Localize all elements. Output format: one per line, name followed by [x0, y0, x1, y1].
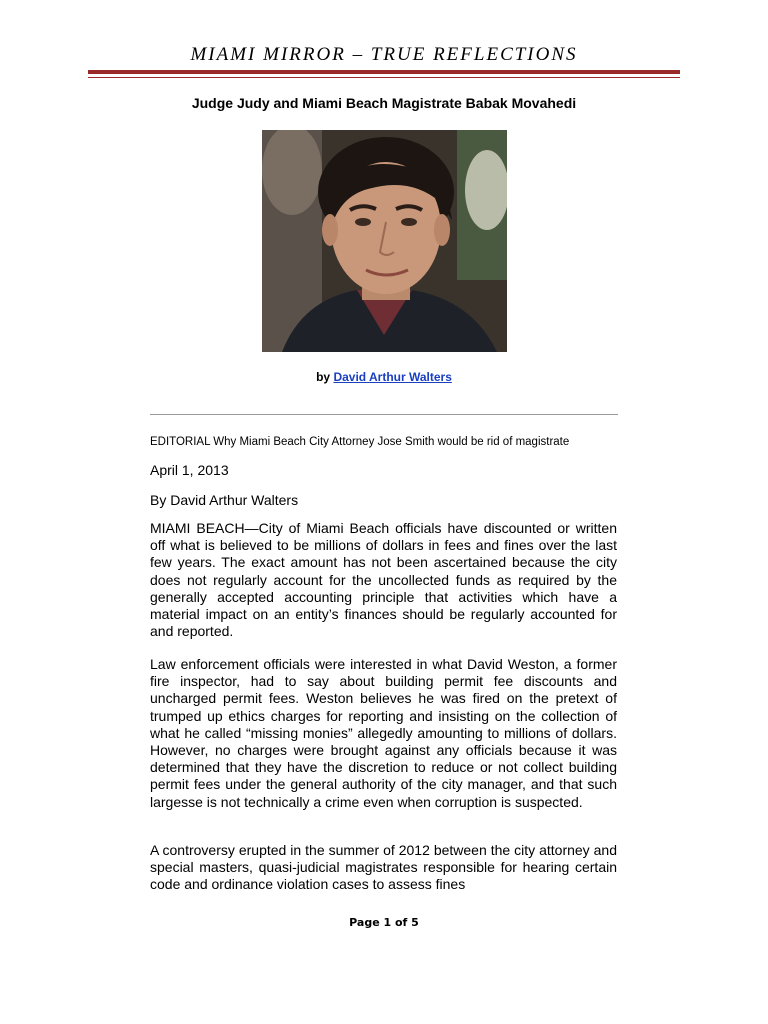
article-date: April 1, 2013: [150, 462, 229, 478]
author-link[interactable]: David Arthur Walters: [333, 370, 452, 384]
header-rule-thin: [88, 77, 680, 78]
paragraph-2: Law enforcement officials were interested in what David Weston, a former fire inspector, had to say about building permit fee discounts and uncharged permit fees. Weston believes he was fired on the pretext of trumped up ethics charges for reporting and insisting on the collection of what he called “missing monies” allegedly amounting to millions of dollars. However, no charges were brought against any officials because it was determined that they have the discretion to reduce or not collect building permit fees under the general authority of the city manager, and that such largesse is not technically a crime even when corruption is suspected.: [150, 656, 617, 810]
byline-prefix: by: [316, 370, 331, 384]
header-rule-thick: [88, 70, 680, 74]
editorial-line: EDITORIAL Why Miami Beach City Attorney Jose Smith would be rid of magistrate: [150, 436, 570, 448]
article-title: Judge Judy and Miami Beach Magistrate Babak Movahedi: [191, 95, 577, 111]
page-number: Page 1 of 5: [349, 916, 419, 929]
paragraph-3: A controversy erupted in the summer of 2012 between the city attorney and special masters, quasi-judicial magistrates responsible for hearing certain code and ordinance violation cases to assess fines: [150, 842, 617, 893]
portrait-photo: [262, 130, 507, 352]
masthead: MIAMI MIRROR – TRUE REFLECTIONS: [190, 44, 578, 65]
divider: [150, 414, 618, 415]
byline: [0, 370, 768, 384]
paragraph-1: MIAMI BEACH—City of Miami Beach officials have discounted or written off what is believed to be millions of dollars in fees and fines over the last few years. The exact amount has not been ascertained because the city does not regularly account for the uncollected funds as required by the generally accepted accounting principle that activities which have a material impact on an entity’s finances should be regularly accounted for and reported.: [150, 520, 617, 640]
author-line: By David Arthur Walters: [150, 492, 299, 508]
